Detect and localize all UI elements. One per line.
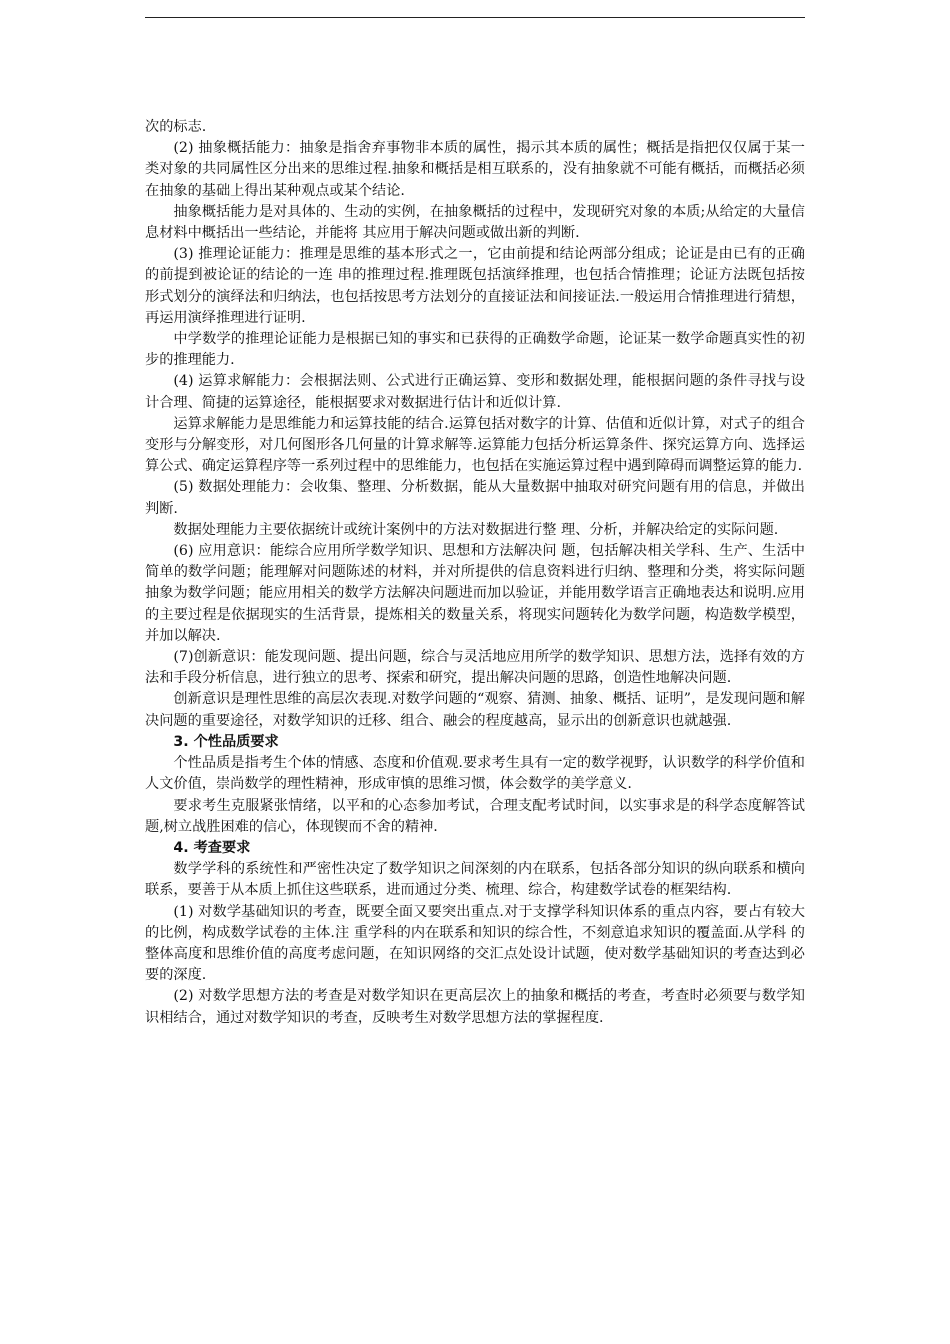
- paragraph: 中学数学的推理论证能力是根据已知的事实和已获得的正确数学命题，论证某一数学命题真实性的初步的推理能力.: [145, 331, 805, 369]
- paragraph: 次的标志.: [145, 119, 207, 135]
- paragraph: 创新意识是理性思维的高层次表现.对数学问题的“观察、猜测、抽象、概括、证明”，是发现问题和解决问题的重要途径，对数学知识的迁移、组合、融会的程度越高，显示出的创新意识也就越强.: [145, 691, 805, 729]
- section-heading: 4. 考查要求: [173, 839, 251, 856]
- section-heading: 3. 个性品质要求: [173, 733, 279, 750]
- paragraph: (7)创新意识：能发现问题、提出问题，综合与灵活地应用所学的数学知识、思想方法，选择有效的方法和手段分析信息，进行独立的思考、探索和研究，提出解决问题的思路，创造性地解决问题.: [145, 649, 805, 687]
- paragraph: (4) 运算求解能力：会根据法则、公式进行正确运算、变形和数据处理，能根据问题的条件寻找与设计合理、简捷的运算途径，能根据要求对数据进行估计和近似计算.: [145, 373, 805, 411]
- paragraph: 数据处理能力主要依据统计或统计案例中的方法对数据进行整 理、分析，并解决给定的实际问题.: [173, 521, 779, 538]
- paragraph: (3) 推理论证能力：推理是思维的基本形式之一，它由前提和结论两部分组成；论证是由已有的正确的前提到被论证的结论的一连 串的推理过程.推理既包括演绎推理，也包括合情推理；论证方法既包括按形式划分的演绎法和归纳法，也包括按思考方法划分的直接证法和间接证法.一般运用合情推理进行猜想，再运用演绎推理进行证明.: [145, 246, 805, 326]
- paragraph: 个性品质是指考生个体的情感、态度和价值观.要求考生具有一定的数学视野，认识数学的科学价值和人文价值，崇尚数学的理性精神，形成审慎的思维习惯，体会数学的美学意义.: [145, 755, 805, 793]
- paragraph: 要求考生克服紧张情绪，以平和的心态参加考试，合理支配考试时间，以实事求是的科学态度解答试题,树立战胜困难的信心，体现锲而不舍的精神.: [145, 797, 805, 835]
- paragraph: (1) 对数学基础知识的考查，既要全面又要突出重点.对于支撑学科知识体系的重点内容，要占有较大的比例，构成数学试卷的主体.注 重学科的内在联系和知识的综合性，不刻意追求知识的覆盖面.从学科 的整体高度和思维价值的高度考虑问题，在知识网络的交汇点处设计试题，使对数学基础知识的考查达到必要的深度.: [145, 903, 805, 984]
- header-rule: [145, 17, 805, 18]
- paragraph: 运算求解能力是思维能力和运算技能的结合.运算包括对数字的计算、估值和近似计算，对式子的组合变形与分解变形，对几何图形各几何量的计算求解等.运算能力包括分析运算条件、探究运算方向、选择运算公式、确定运算程序等一系列过程中的思维能力，也包括在实施运算过程中遇到障碍而调整运算的能力.: [145, 415, 805, 475]
- paragraph: (5) 数据处理能力：会收集、整理、分析数据，能从大量数据中抽取对研究问题有用的信息，并做出判断.: [145, 479, 805, 517]
- paragraph: (2) 对数学思想方法的考查是对数学知识在更高层次上的抽象和概括的考查，考查时必须要与数学知识相结合，通过对数学知识的考查，反映考生对数学思想方法的掌握程度.: [145, 988, 805, 1026]
- paragraph: (6) 应用意识：能综合应用所学数学知识、思想和方法解决问 题，包括解决相关学科、生产、生活中简单的数学问题；能理解对问题陈述的材料，并对所提供的信息资料进行归纳、整理和分类，将实际问题抽象为数学问题；能应用相关的数学方法解决问题进而加以验证，并能用数学语言正确地表达和说明.应用的主要过程是依据现实的生活背景，提炼相关的数量关系，将现实问题转化为数学问题，构造数学模型，并加以解决.: [145, 543, 805, 644]
- document-body: [145, 117, 805, 1029]
- paragraph: (2) 抽象概括能力：抽象是指舍弃事物非本质的属性，揭示其本质的属性；概括是指把仅仅属于某一类对象的共同属性区分出来的思维过程.抽象和概括是相互联系的，没有抽象就不可能有概括，而概括必须在抽象的基础上得出某种观点或某个结论.: [145, 140, 805, 199]
- paragraph: 抽象概括能力是对具体的、生动的实例，在抽象概括的过程中，发现研究对象的本质;从给定的大量信息材料中概括出一些结论，并能将 其应用于解决问题或做出新的判断.: [145, 203, 805, 242]
- paragraph: 数学学科的系统性和严密性决定了数学知识之间深刻的内在联系，包括各部分知识的纵向联系和横向联系，要善于从本质上抓住这些联系，进而通过分类、梳理、综合，构建数学试卷的框架结构.: [145, 861, 805, 899]
